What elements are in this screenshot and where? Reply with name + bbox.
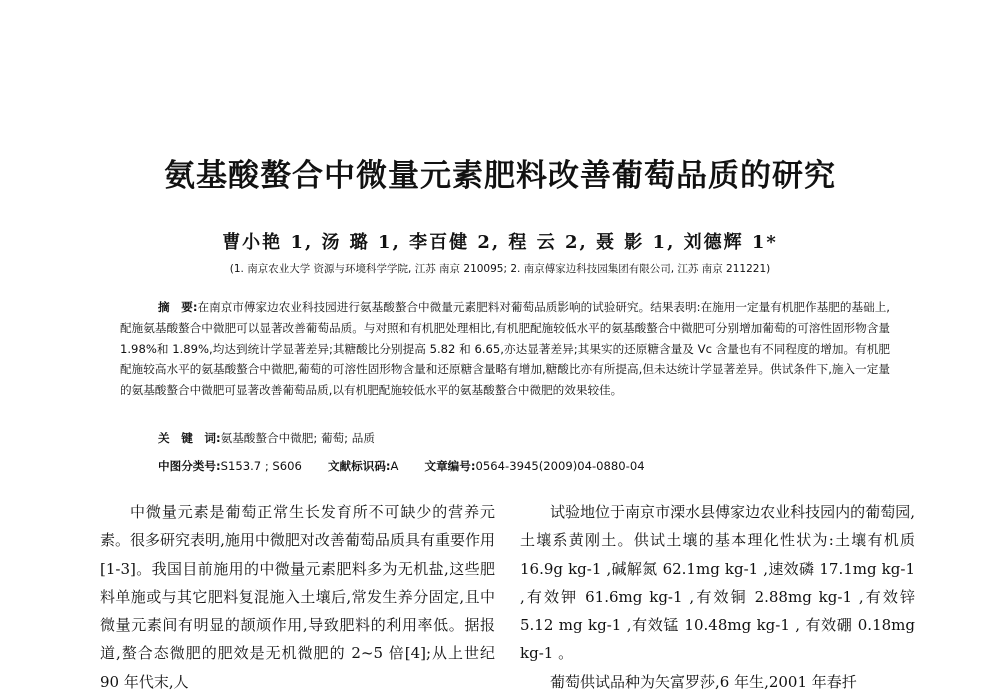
abstract-block [120,297,890,401]
article-no-label: 文章编号: [424,459,476,473]
article-no-value: 0564-3945(2009)04-0880-04 [475,459,645,473]
body-column-left [100,498,495,696]
paper-title: 氨基酸螯合中微量元素肥料改善葡萄品质的研究 [164,158,836,194]
keywords-label: 关 键 词: [158,431,221,445]
body-paragraph: 试验地位于南京市溧水县傅家边农业科技园内的葡萄园,土壤系黄刚土。供试土壤的基本理化性状为:土壤有机质 16.9g kg-1 ,碱解氮 62.1mg kg-1 ,速效磷 17.1mg kg-1 ,有效钾 61.6mg kg-1 ,有效铜 2.88mg kg-1 ,有效锌 5.12 mg kg-1 ,有效锰 10.48mg kg-1 , 有效硼 0.18mg kg-1 。 [520,503,915,663]
body-column-right [520,498,915,696]
affiliation-line: (1. 南京农业大学 资源与环境科学学院, 江苏 南京 210095; 2. 南京傅家边科技园集团有限公司, 江苏 南京 211221) [229,263,771,275]
author-list: 曹小艳 1, 汤 璐 1, 李百健 2, 程 云 2, 聂 影 1, 刘德辉 1* [222,232,778,253]
clc-label: 中图分类号: [158,459,221,473]
body-paragraph: 葡萄供试品种为矢富罗莎,6 年生,2001 年春扦 [550,672,857,691]
body-paragraph: 中微量元素是葡萄正常生长发育所不可缺少的营养元素。很多研究表明,施用中微肥对改善葡萄品质具有重要作用[1-3]。我国目前施用的中微量元素肥料多为无机盐,这些肥料单施或与其它肥料复混施入土壤后,常发生养分固定,且中微量元素间有明显的颉颃作用,导致肥料的利用率低。据报道,螯合态微肥的肥效是无机微肥的 2~5 倍[4];从上世纪 90 年代末,人 [100,503,495,691]
abstract-text: 在南京市傅家边农业科技园进行氨基酸螯合中微量元素肥料对葡萄品质影响的试验研究。结果表明:在施用一定量有机肥作基肥的基础上,配施氨基酸螯合中微肥可以显著改善葡萄品质。与对照和有机肥处理相比,有机肥配施较低水平的氨基酸螯合中微肥可分别增加葡萄的可溶性固形物含量 1.98%和 1.89%,均达到统计学显著差异;其糖酸比分别提高 5.82 和 6.65,亦达显著差异;其果实的还原糖含量及 Vc 含量也有不同程度的增加。有机肥配施较高水平的氨基酸螯合中微肥,葡萄的可溶性固形物含量和还原糖含量略有增加,糖酸比亦有所提高,但未达统计学显著差异。供试条件下,施入一定量的氨基酸螯合中微肥可显著改善葡萄品质,以有机肥配施较低水平的氨基酸螯合中微肥的效果较佳。 [120,300,890,398]
keywords-text: 氨基酸螯合中微肥; 葡萄; 品质 [220,431,375,445]
doc-code-value: A [390,459,399,473]
classification-line [158,458,645,474]
doc-code-label: 文献标识码: [327,459,391,473]
abstract-label: 摘 要: [158,300,198,314]
keywords-line [158,430,375,446]
clc-value: S153.7 ; S606 [220,459,302,473]
